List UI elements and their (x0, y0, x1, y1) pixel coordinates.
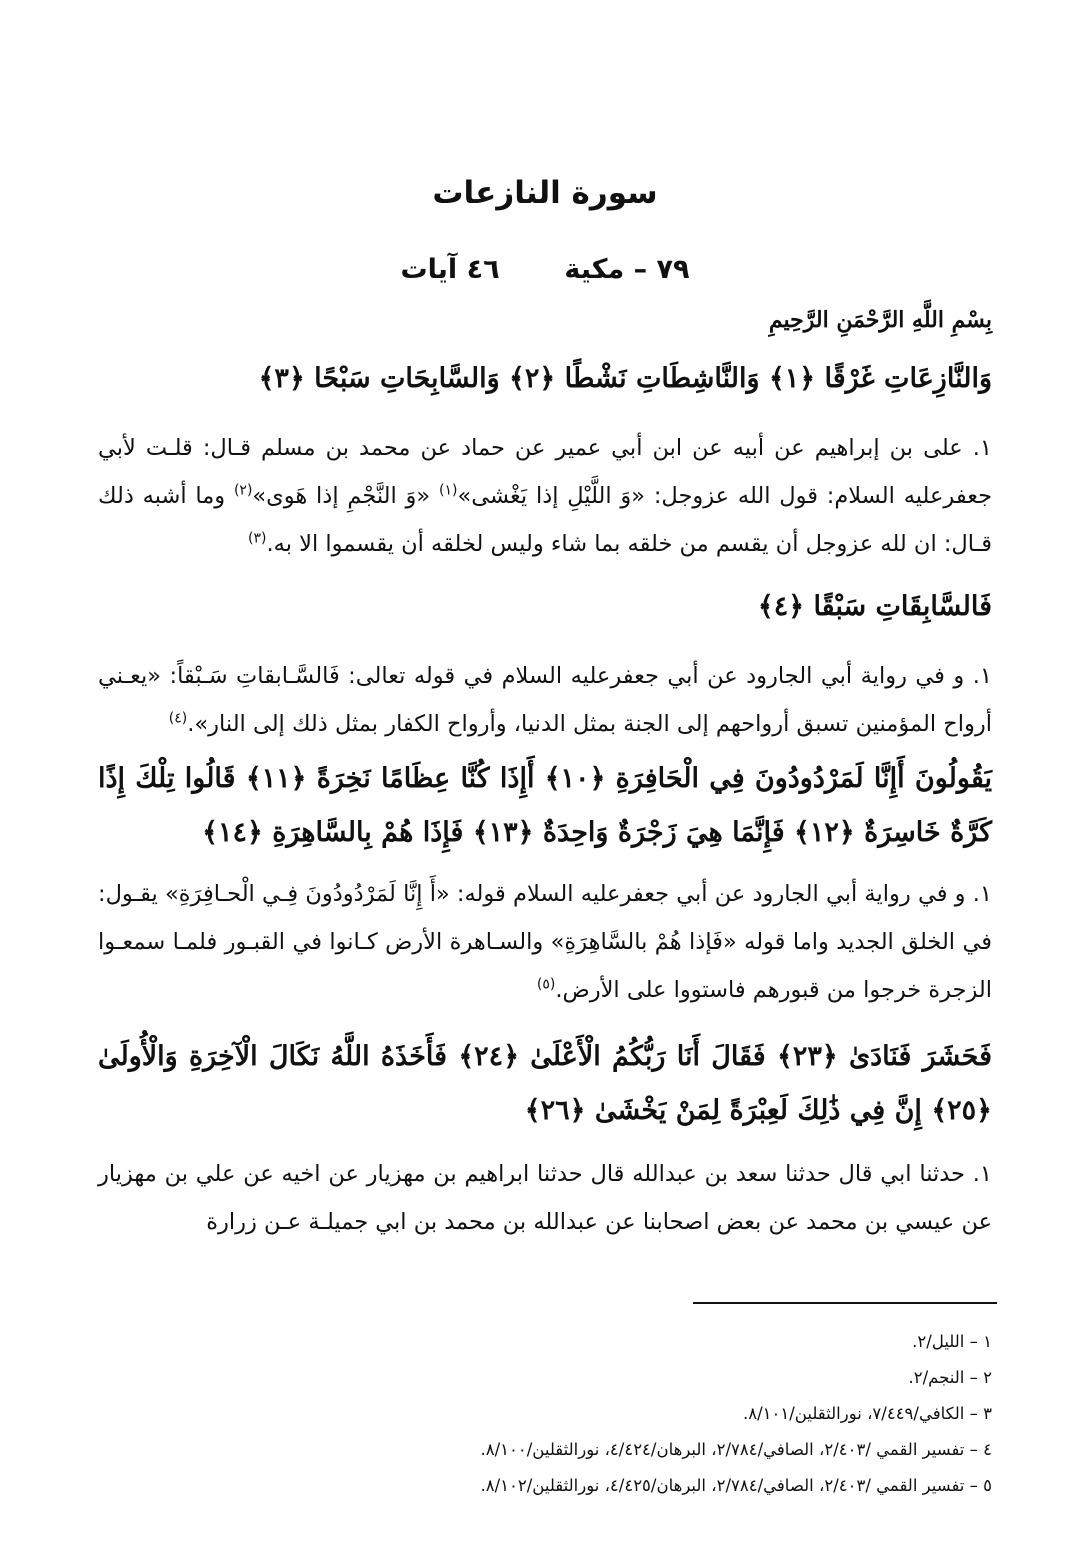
quran-verse-3: يَقُولُونَ أَإِنَّا لَمَرْدُودُونَ فِي الْحَافِرَةِ ﴿١٠﴾ أَإِذَا كُنَّا عِظَامًا نَخِرَةً ﴿١١﴾ قَالُوا تِلْكَ إِذًا كَرَّةٌ خَاسِرَةٌ ﴿١٢﴾ فَإِنَّمَا هِيَ زَجْرَةٌ وَاحِدَةٌ ﴿١٣﴾ فَإِذَا هُمْ بِالسَّاهِرَةِ ﴿١٤﴾ (98, 763, 992, 848)
commentary-3 (98, 870, 992, 1014)
footnote-item: ٥ – تفسير القمي /٢/٤٠٣، الصافي/٢/٧٨٤، البرهان/٤/٤٢٥، نورالثقلين/٨/١٠٢. (480, 1476, 992, 1495)
footnote-ref: (٥) (536, 976, 556, 993)
commentary-text: ١. و في رواية أبي الجارود عن أبي جعفرعليه السلام في قوله تعالى: فَالسَّـابقاتِ سَـبْقاً: «يعـني أرواح المؤمنين تسبق أرواحهم إلى الجنة بمثل الدنيا، وأرواح الكفار بمثل ذلك إلى النار». (98, 663, 992, 737)
surah-info (0, 248, 1090, 292)
footnote-item: ١ – الليل/٢. (912, 1332, 992, 1351)
commentary-text: «وَ النَّجْمِ إذا هَوى» (252, 483, 439, 509)
commentary-text: ١. و في رواية أبي الجارود عن أبي جعفرعليه السلام قوله: «أَ إِنَّا لَمَرْدُودُونَ فِـي الْحـافِرَةِ» يقـول: في الخلق الجديد واما قوله «فَإذا هُمْ بالسَّاهِرَةِ» والسـاهرة الأرض كـانوا في القبـور فلمـا سمعـوا الزجرة خرجوا من قبورهم فاستووا على الأرض. (98, 881, 992, 1003)
footnotes-list (92, 1324, 992, 1504)
quran-verse-1: وَالنَّازِعَاتِ غَرْقًا ﴿١﴾ وَالنَّاشِطَاتِ نَشْطًا ﴿٢﴾ وَالسَّابِحَاتِ سَبْحًا ﴿٣﴾ (258, 363, 992, 394)
footnote-ref: (٤) (168, 710, 188, 727)
surah-type: مكية (564, 254, 625, 285)
quran-verse-4: فَحَشَرَ فَنَادَىٰ ﴿٢٣﴾ فَقَالَ أَنَا رَبُّكُمُ الْأَعْلَىٰ ﴿٢٤﴾ فَأَخَذَهُ اللَّهُ نَكَالَ الْآخِرَةِ وَالْأُولَىٰ ﴿٢٥﴾ إِنَّ فِي ذَٰلِكَ لَعِبْرَةً لِمَنْ يَخْشَىٰ ﴿٢٦﴾ (98, 1041, 992, 1126)
commentary-1 (98, 424, 992, 568)
footnote-ref: (٣) (248, 530, 267, 547)
ayat-count: ٤٦ آيات (400, 254, 500, 285)
footnote-ref: (٢) (233, 482, 253, 499)
footnote-item: ٢ – النجم/٢. (908, 1368, 992, 1387)
footnote-ref: (١) (438, 482, 458, 499)
surah-number: ٧٩ – (633, 254, 690, 285)
commentary-4: ١. حدثنا ابي قال حدثنا سعد بن عبدالله قال حدثنا ابراهيم بن مهزيار عن اخيه عن علي بن مهزيار عن عيسي بن محمد عن بعض اصحابنا عن عبدالله بن محمد بن ابي جميلـة عـن زرارة (98, 1161, 992, 1235)
footnote-divider (693, 1302, 997, 1304)
commentary-2 (98, 652, 992, 748)
quran-verse-2: فَالسَّابِقَاتِ سَبْقًا ﴿٤﴾ (757, 591, 992, 622)
commentary-text: وما أشبه ذلك قـال: ان لله عزوجل أن يقسم من خلقه بما شاء وليس لخلقه أن يقسموا الا به. (98, 483, 992, 557)
surah-title: سورة النازعات (432, 175, 658, 211)
basmala: بِسْمِ اللَّهِ الرَّحْمَنِ الرَّحِيمِ (768, 307, 992, 333)
footnote-item: ٤ – تفسير القمي /٢/٤٠٣، الصافي/٢/٧٨٤، البرهان/٤/٤٢٤، نورالثقلين/٨/١٠٠. (480, 1440, 992, 1459)
footnote-item: ٣ – الكافي/٧/٤٤٩، نورالثقلين/٨/١٠١. (742, 1404, 992, 1423)
commentary-text: ١. على بن إبراهيم عن أبيه عن ابن أبي عمير عن حماد عن محمد بن مسلم قـال: قلـت لأبي جعفرعليه السلام: قول الله عزوجل: «وَ اللَّيْلِ إذا يَغْشى» (98, 435, 992, 509)
